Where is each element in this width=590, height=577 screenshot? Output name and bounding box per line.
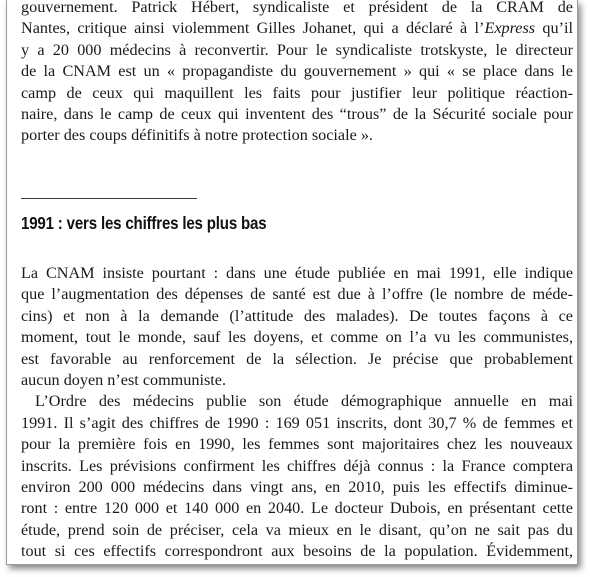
section-heading: 1991 : vers les chiffres les plus bas bbox=[21, 213, 267, 233]
section-divider bbox=[21, 198, 197, 199]
text-segment: qu’il bbox=[535, 19, 573, 38]
text-line bbox=[21, 18, 573, 39]
text-line: inscrits. Les prévisions confirment les chiffres déjà connus : la France comptera bbox=[21, 456, 573, 475]
text-line: pour la première fois en 1990, les femmes sont majoritaires chez les nouveaux bbox=[21, 435, 573, 454]
text-line: est favorable au renforcement de la sélection. Je précise que probablement bbox=[21, 349, 573, 368]
text-line: camp de ceux qui maquillent les faits pour justifier leur politique réaction- bbox=[21, 83, 573, 102]
text-line: ront : entre 120 000 et 140 000 en 2040. Le docteur Dubois, en présentant cette bbox=[21, 499, 573, 518]
text-line: environ 200 000 médecins dans vingt ans, en 2010, puis les effectifs diminue- bbox=[21, 477, 573, 496]
text-line: gouvernement. Patrick Hébert, syndicaliste et président de la CRAM de bbox=[21, 0, 573, 16]
text-line: porter des coups définitifs à notre protection sociale ». bbox=[21, 126, 373, 145]
text-line: La CNAM insiste pourtant : dans une étude publiée en mai 1991, elle indique bbox=[21, 264, 573, 282]
text-line: y a 20 000 médecins à reconvertir. Pour le syndicaliste trotskyste, le directeur bbox=[21, 40, 573, 59]
text-line: que l’augmentation des dépenses de santé est due à l’offre (le nombre de méde- bbox=[21, 285, 573, 304]
text-segment: Nantes, critique ainsi violemment Gilles Johanet, qui a déclaré à l’ bbox=[21, 19, 485, 38]
text-line: tout si ces effectifs correspondront aux besoins de la population. Évidemment, bbox=[21, 542, 573, 561]
text-line: cins) et non à la demande (l’attitude des malades). De toutes façons à ce bbox=[21, 306, 573, 325]
text-line: 1991. Il s’agit des chiffres de 1990 : 169 051 inscrits, dont 30,7 % de femmes et bbox=[21, 413, 573, 432]
italic-title: Express bbox=[484, 19, 536, 38]
page bbox=[6, 0, 578, 565]
body-text bbox=[21, 263, 573, 562]
text-line: de la CNAM est un « propagandiste du gouvernement » qui « se place dans le bbox=[21, 62, 573, 81]
text-line: étude, prend soin de préciser, cela va mieux en le disant, qu’on ne sait pas du bbox=[21, 520, 573, 539]
text-line: moment, tout le monde, sauf les doyens, et comme on l’a vu les communistes, bbox=[21, 328, 573, 347]
text-line: naire, dans le camp de ceux qui inventent des “trous” de la Sécurité sociale pour bbox=[21, 104, 573, 123]
text-line: L’Ordre des médecins publie son étude démographique annuelle en mai bbox=[35, 392, 573, 411]
text-line: aucun doyen n’est communiste. bbox=[21, 370, 226, 389]
intro-paragraph bbox=[21, 0, 573, 147]
